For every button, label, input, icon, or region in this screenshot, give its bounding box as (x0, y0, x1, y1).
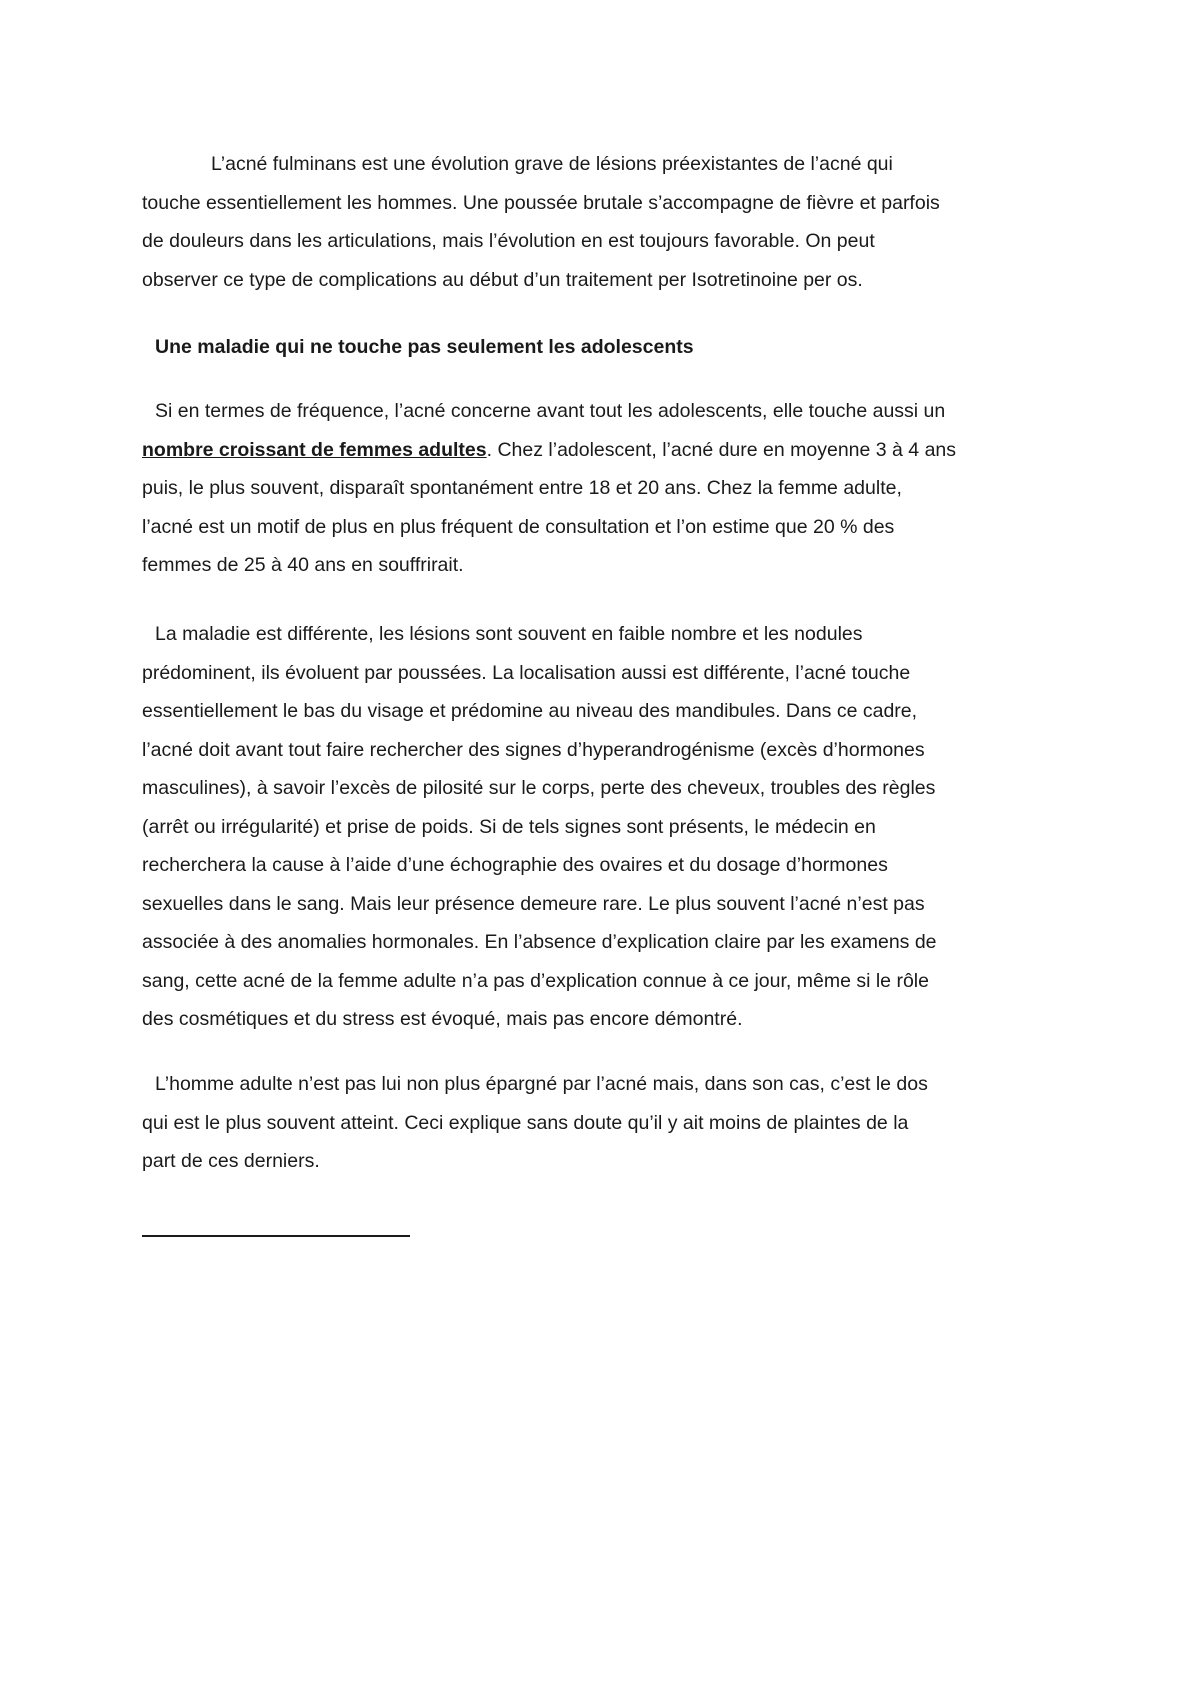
paragraph-line: part de ces derniers. (142, 1150, 320, 1172)
paragraph-acne-fulminans (142, 145, 1057, 299)
footnote-separator (142, 1235, 410, 1237)
paragraph-line: femmes de 25 à 40 ans en souffrirait. (142, 554, 464, 576)
paragraph-line: L’acné fulminans est une évolution grave de lésions préexistantes de l’acné qui (211, 153, 893, 175)
paragraph-line: sexuelles dans le sang. Mais leur présence demeure rare. Le plus souvent l’acné n’est pas (142, 892, 925, 915)
paragraph-line: Si en termes de fréquence, l’acné concerne avant tout les adolescents, elle touche aussi un (155, 400, 946, 422)
paragraph-line (142, 431, 1057, 470)
paragraph-line: masculines), à savoir l’excès de pilosité sur le corps, perte des cheveux, troubles des règles (142, 777, 936, 799)
paragraph-line: qui est le plus souvent atteint. Ceci explique sans doute qu’il y ait moins de plaintes de la (142, 1111, 909, 1134)
paragraph-line: recherchera la cause à l’aide d’une échographie des ovaires et du dosage d’hormones (142, 854, 888, 876)
emphasized-phrase: nombre croissant de femmes adultes (142, 438, 487, 461)
paragraph-line: de douleurs dans les articulations, mais l’évolution en est toujours favorable. On peut (142, 230, 875, 252)
paragraph-line: sang, cette acné de la femme adulte n’a pas d’explication connue à ce jour, même si le rôle (142, 969, 929, 992)
paragraph-line: La maladie est différente, les lésions sont souvent en faible nombre et les nodules (155, 623, 863, 645)
section-heading: Une maladie qui ne touche pas seulement les adolescents (155, 336, 694, 358)
paragraph-adult-men (142, 1065, 1057, 1181)
paragraph-line: l’acné doit avant tout faire rechercher des signes d’hyperandrogénisme (excès d’hormones (142, 738, 925, 761)
paragraph-line: (arrêt ou irrégularité) et prise de poids. Si de tels signes sont présents, le médecin en (142, 815, 876, 838)
paragraph-disease-differences (142, 615, 1057, 1039)
paragraph-line: des cosmétiques et du stress est évoqué, mais pas encore démontré. (142, 1008, 743, 1030)
paragraph-line-rest: . Chez l’adolescent, l’acné dure en moyenne 3 à 4 ans (486, 438, 957, 461)
paragraph-adult-women (142, 392, 1057, 585)
paragraph-line: touche essentiellement les hommes. Une poussée brutale s’accompagne de fièvre et parfois (142, 191, 940, 214)
paragraph-line: associée à des anomalies hormonales. En l’absence d’explication claire par les examens de (142, 931, 937, 953)
paragraph-line: puis, le plus souvent, disparaît spontanément entre 18 et 20 ans. Chez la femme adulte, (142, 477, 902, 499)
paragraph-line: l’acné est un motif de plus en plus fréquent de consultation et l’on estime que 20 % des (142, 515, 895, 538)
paragraph-line: L’homme adulte n’est pas lui non plus épargné par l’acné mais, dans son cas, c’est le dos (155, 1073, 928, 1095)
paragraph-line: prédominent, ils évoluent par poussées. La localisation aussi est différente, l’acné touche (142, 661, 911, 684)
paragraph-line: observer ce type de complications au début d’un traitement per Isotretinoine per os. (142, 268, 863, 291)
paragraph-line: essentiellement le bas du visage et prédomine au niveau des mandibules. Dans ce cadre, (142, 700, 918, 722)
